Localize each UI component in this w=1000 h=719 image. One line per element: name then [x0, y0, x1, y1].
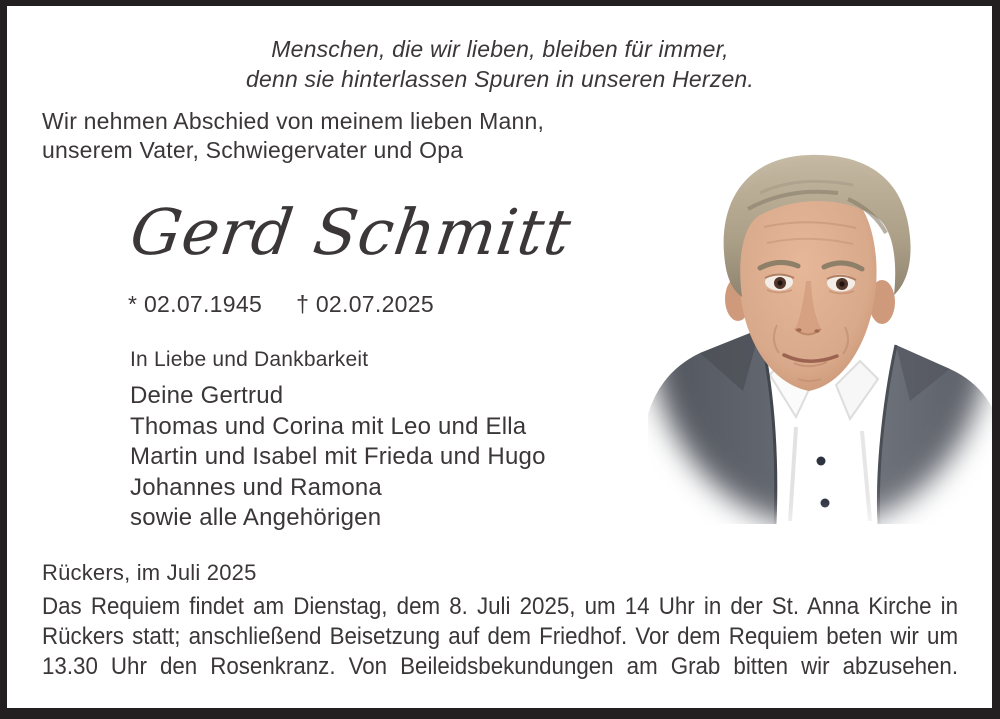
- photo-shirt-button: [821, 499, 830, 508]
- mourners-list: [130, 381, 546, 534]
- life-dates: [128, 291, 434, 318]
- farewell-intro-line2: unserem Vater, Schwiegervater und Opa: [42, 137, 464, 163]
- deceased-photo: [648, 128, 998, 525]
- farewell-intro-line1: Wir nehmen Abschied von meinem lieben Mann,: [42, 108, 545, 134]
- memorial-quote-line1: Menschen, die wir lieben, bleiben für immer,: [271, 36, 729, 62]
- mourner-line: Johannes und Ramona: [130, 473, 382, 501]
- funeral-announcement: Das Requiem findet am Dienstag, dem 8. Juli 2025, um 14 Uhr in der St. Anna Kirche in Rückers statt; anschließend Beisetzung auf dem Friedhof. Vor dem Requiem beten wir um 13.30 Uhr den Rosenkranz. Von Beileidsbekundungen am Grab bitten wir abzusehen.: [42, 593, 959, 680]
- photo-shirt-button: [817, 457, 826, 466]
- mourner-line: Martin und Isabel mit Frieda und Hugo: [130, 443, 546, 470]
- death-date: † 02.07.2025: [296, 291, 434, 317]
- farewell-intro: [42, 107, 544, 165]
- place-and-date: Rückers, im Juli 2025: [42, 560, 257, 585]
- mourner-line: Deine Gertrud: [130, 382, 284, 409]
- tribute-heading: In Liebe und Dankbarkeit: [130, 348, 369, 371]
- mourner-line: sowie alle Angehörigen: [130, 504, 382, 531]
- deceased-name: Gerd Schmitt: [126, 196, 576, 269]
- memorial-quote-line2: denn sie hinterlassen Spuren in unseren Herzen.: [245, 66, 755, 92]
- birth-date: * 02.07.1945: [128, 291, 263, 317]
- mourner-line: Thomas und Corina mit Leo und Ella: [130, 412, 527, 440]
- memorial-quote: [0, 34, 1000, 94]
